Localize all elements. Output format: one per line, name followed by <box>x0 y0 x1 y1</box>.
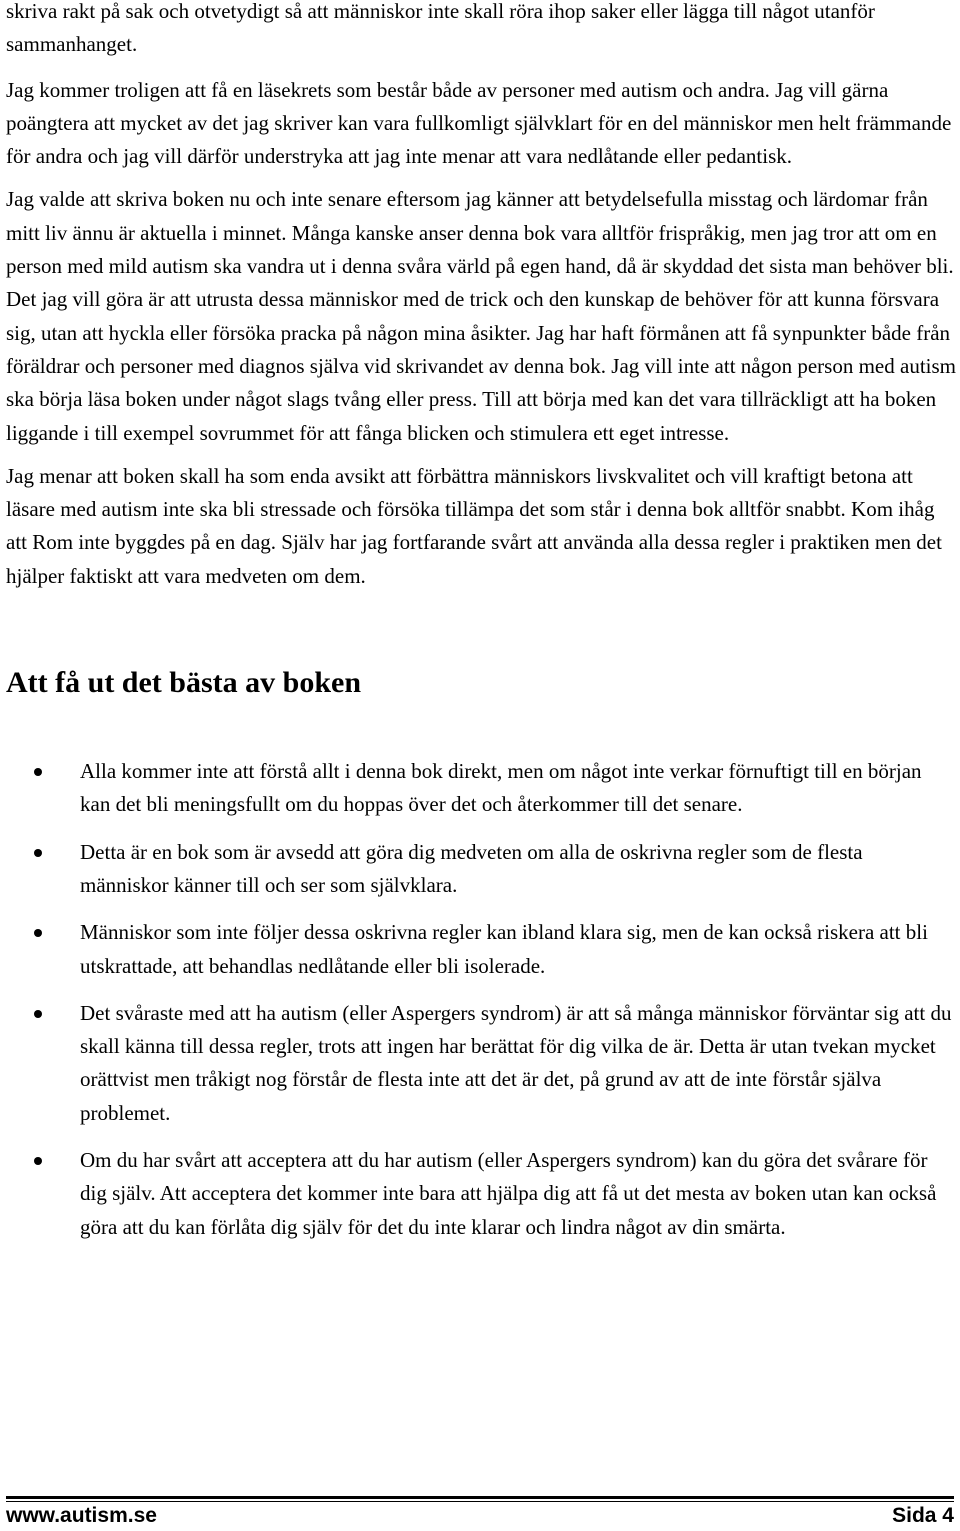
bullet-icon <box>34 1010 42 1018</box>
section-heading: Att få ut det bästa av boken <box>6 666 362 700</box>
bullet-icon <box>34 929 42 937</box>
list-item <box>6 916 956 983</box>
bullet-icon <box>34 768 42 776</box>
bullet-icon <box>34 1157 42 1165</box>
paragraph-audience: Jag kommer troligen att få en läsekrets som består både av personer med autism och andra. Jag vill gärna poängtera att mycket av det jag skriver kan vara fullkomligt självklart för en del människor men helt främmande för andra och jag vill därför understryka att jag inte menar att vara nedlåtande eller pedantisk. <box>6 77 952 169</box>
bullet-icon <box>34 849 42 857</box>
list-item <box>6 1144 956 1244</box>
list-item-text: Alla kommer inte att förstå allt i denna bok direkt, men om något inte verkar förnuftigt till en början kan det bli meningsfullt om du hoppas över det och återkommer till det senare. <box>80 759 922 817</box>
footer-page-number: Sida 4 <box>892 1504 954 1527</box>
paragraph-motivation: Jag valde att skriva boken nu och inte senare eftersom jag känner att betydelsefulla misstag och lärdomar från mitt liv ännu är aktuella i minnet. Många kanske anser denna bok vara alltför frispråkig, men jag tror att om en person med mild autism ska vandra ut i denna svåra värld på egen hand, då är skyddad det sista man behöver bli. Det jag vill göra är att utrusta dessa människor med de trick och den kunskap de behöver för att kunna försvara sig, utan att hyckla eller försöka pracka på någon mina åsikter. Jag har haft förmånen att få synpunkter både från föräldrar och personer med diagnos själva vid skrivandet av denna bok. Jag vill inte att någon person med autism ska börja läsa boken under något slags tvång eller press. Till att börja med kan det vara tillräckligt att ha boken liggande i till exempel sovrummet för att fånga blicken och stimulera ett eget intresse. <box>6 187 956 445</box>
paragraph-purpose: Jag menar att boken skall ha som enda avsikt att förbättra människors livskvalitet och vill kraftigt betona att läsare med autism inte ska bli stressade och försöka tillämpa det som står i denna bok alltför snabbt. Kom ihåg att Rom inte byggdes på en dag. Själv har jag fortfarande svårt att använda alla dessa regler i praktiken men det hjälper faktiskt att vara medveten om dem. <box>6 463 942 588</box>
footer-rule-thick <box>6 1496 954 1499</box>
list-item <box>6 755 956 822</box>
list-item <box>6 997 956 1130</box>
list-item <box>6 836 956 903</box>
page-content <box>6 0 956 1258</box>
list-item-text: Om du har svårt att acceptera att du har autism (eller Aspergers syndrom) kan du göra det svårare för dig själv. Att acceptera det kommer inte bara att hjälpa dig att få ut det mesta av boken utan kan också göra att du kan förlåta dig själv för det du inte klarar och lindra något av din smärta. <box>80 1148 937 1239</box>
list-item-text: Detta är en bok som är avsedd att göra dig medveten om alla de oskrivna regler som de flesta människor känner till och ser som självklara. <box>80 839 863 897</box>
footer-website-link[interactable]: www.autism.se <box>6 1504 157 1527</box>
bullet-list <box>6 755 956 1244</box>
list-item-text: Det svåraste med att ha autism (eller Aspergers syndrom) är att så många människor förväntar sig att du skall känna till dessa regler, trots att ingen har berättat för dig vilka de är. Detta är utan tvekan mycket orättvist men tråkigt nog förstår de flesta inte att det är det, på grund av att de inte förstår själva problemet. <box>80 1000 952 1125</box>
list-item-text: Människor som inte följer dessa oskrivna regler kan ibland klara sig, men de kan också riskera att bli utskrattade, att behandlas nedlåtande eller bli isolerade. <box>80 920 928 978</box>
footer-rule-thin <box>6 1501 954 1502</box>
page-footer <box>0 1488 960 1531</box>
paragraph-continuation: skriva rakt på sak och otvetydigt så att människor inte skall röra ihop saker eller lägga till något utanför sammanhanget. <box>6 0 875 57</box>
